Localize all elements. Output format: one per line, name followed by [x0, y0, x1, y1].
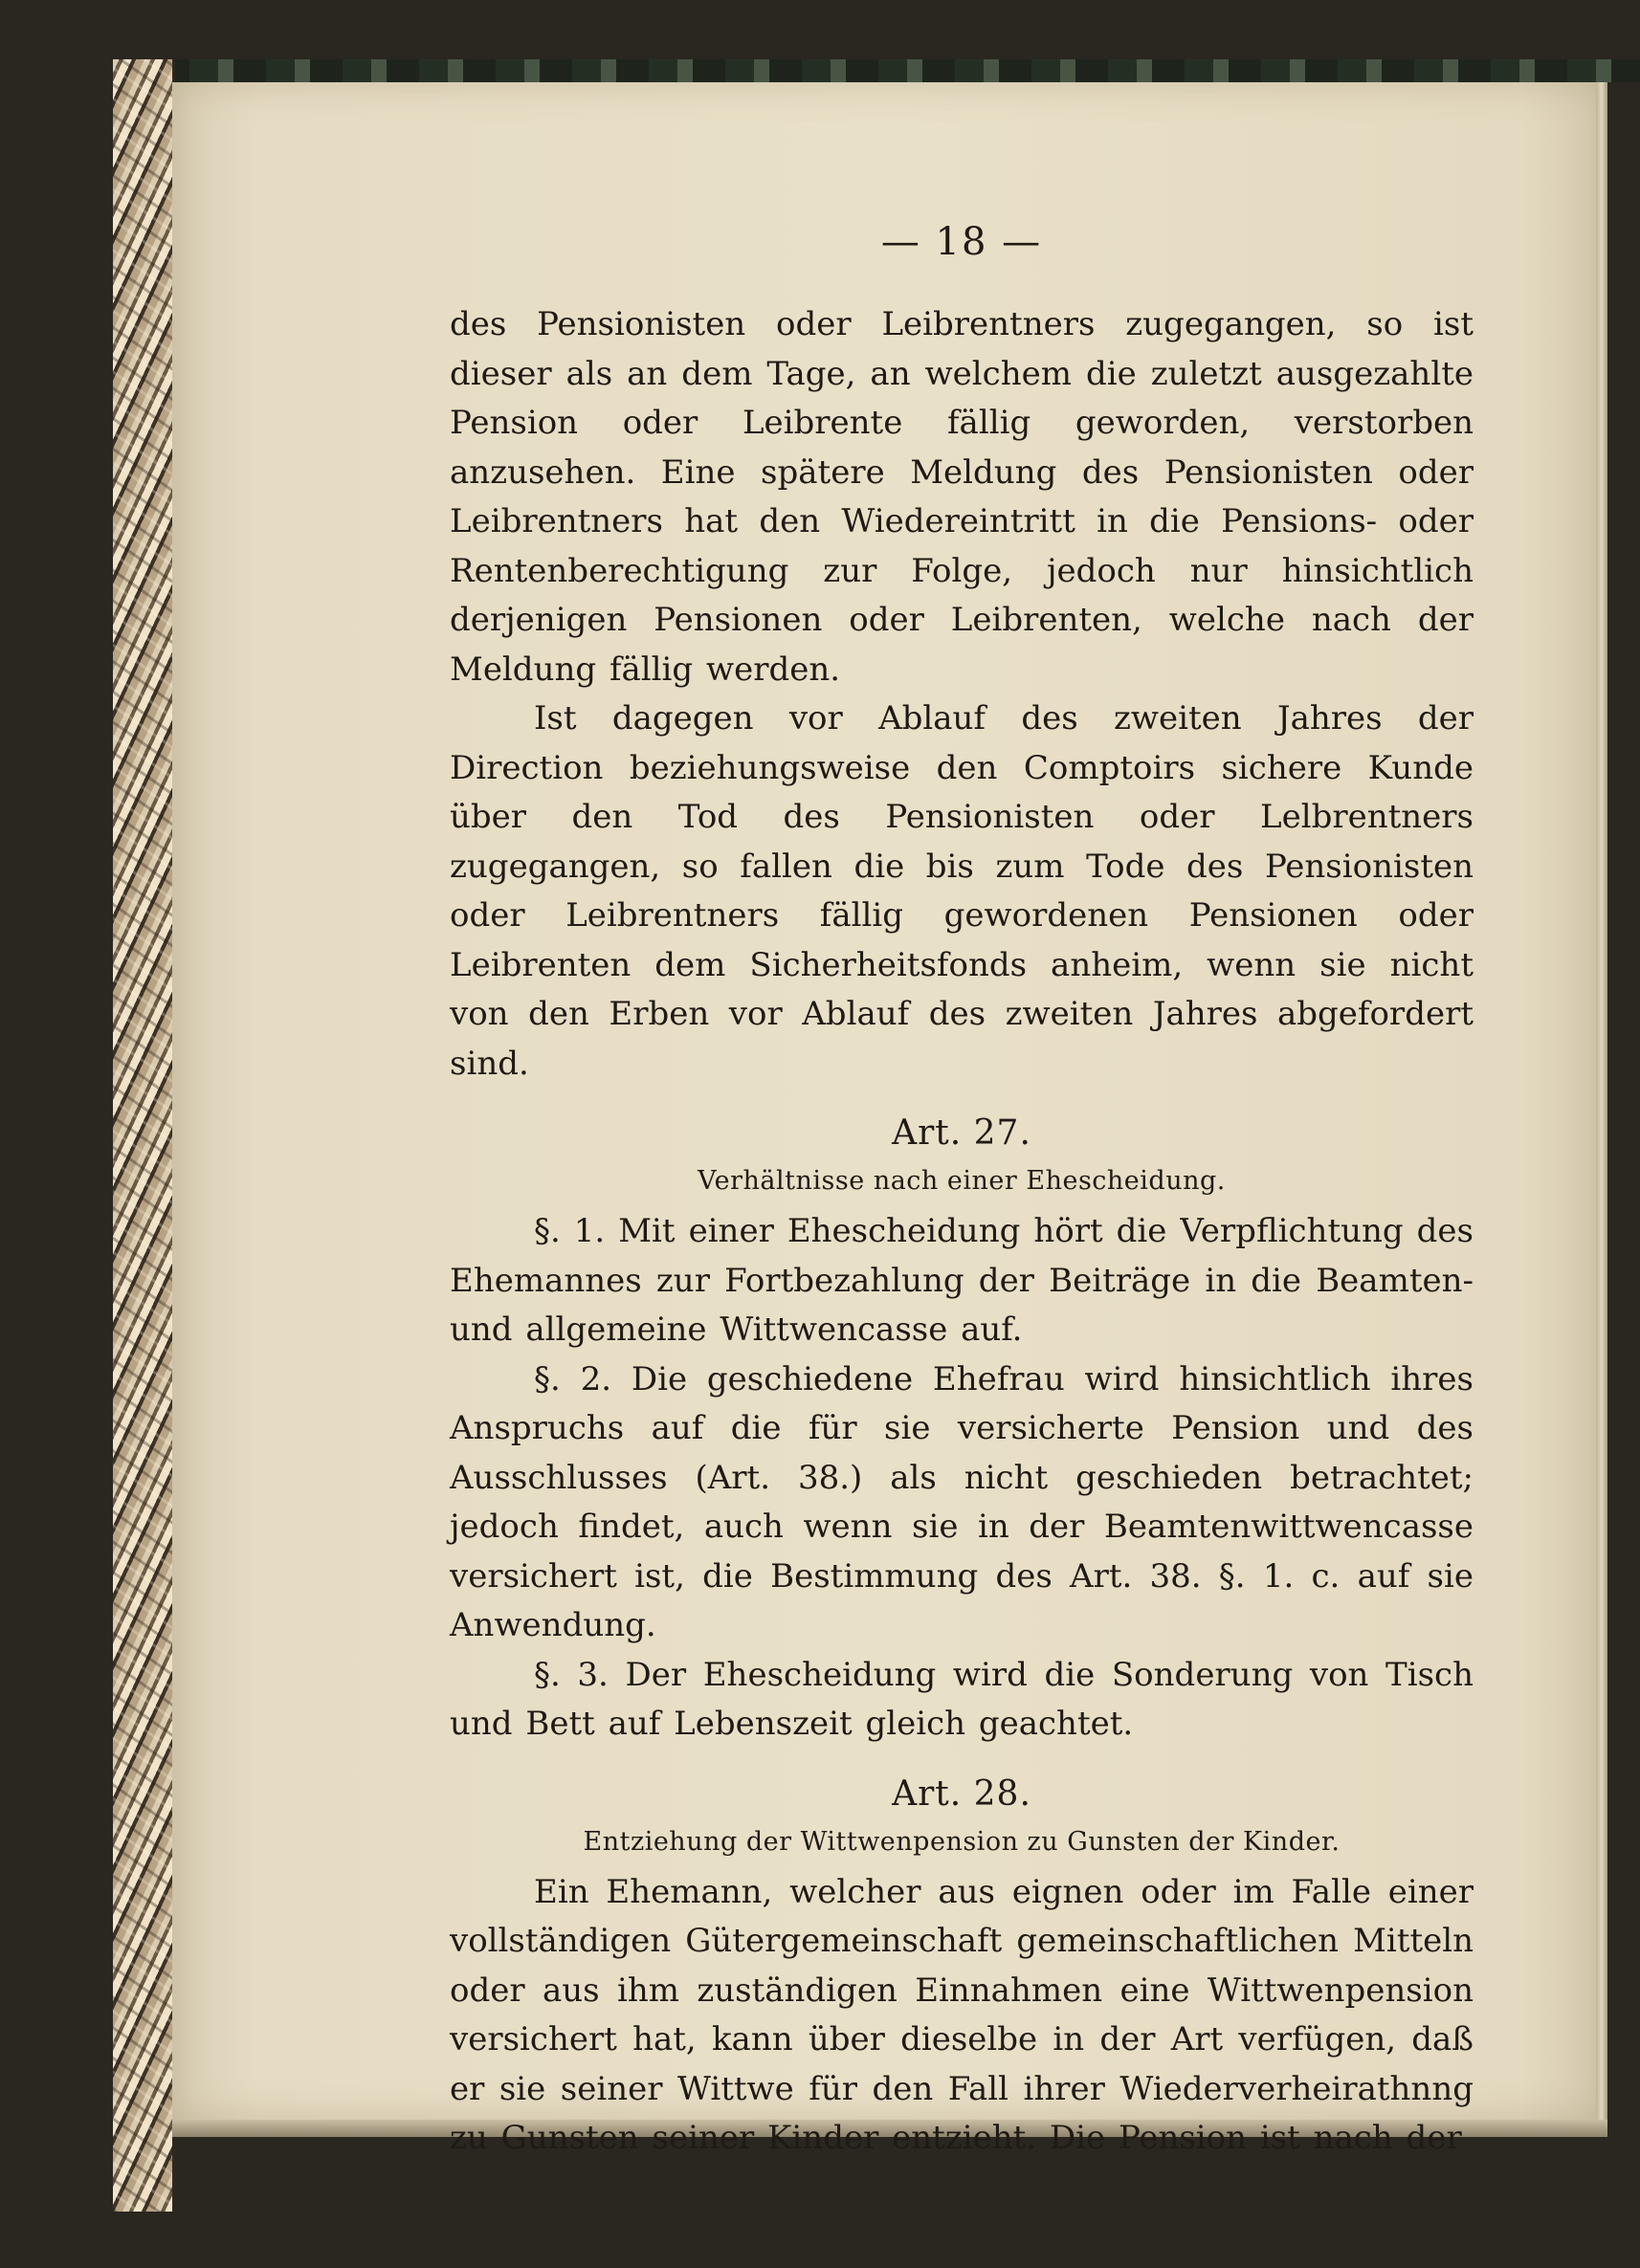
- article-27-subheading: Verhältnisse nach einer Ehescheidung.: [698, 1166, 1226, 1196]
- paragraph-intro-2: Ist dagegen vor Ablauf des zweiten Jahres der Direction beziehungsweise den Comptoirs sichere Kunde über den Tod des Pensionisten oder Lelbrentners zugegangen, so fallen die bis zum Tode des Pensionisten oder Leibrentners fällig gewordenen Pensionen oder Leibrenten dem Sicherheitsfonds anheim, wenn sie nicht von den Erben vor Ablauf des zweiten Jahres abgefordert sind.: [450, 699, 1474, 1083]
- article-27-heading: Art. 27.: [892, 1113, 1031, 1153]
- article-28-paragraph-1: Ein Ehemann, welcher aus eignen oder im Falle einer vollständigen Gütergemeinschaft gemeinschaftlichen Mitteln oder aus ihm zuständigen Einnahmen eine Wittwenpension versichert hat, kann über dieselbe in der Art verfügen, daß er sie seiner Wittwe für den Fall ihrer Wiederverheirathnng zu Gunsten seiner Kinder entzieht. Die Pension ist nach der: [450, 1872, 1474, 2157]
- article-27-section-1: §. 1. Mit einer Ehescheidung hört die Verpflichtung des Ehemannes zur Fortbezahlung der Beiträge in die Beamten- und allgemeine Wittwencasse auf.: [450, 1212, 1474, 1349]
- page-number: — 18 —: [880, 220, 1043, 264]
- marbled-book-edge: [113, 59, 175, 2212]
- book-top-edge: [113, 59, 1640, 82]
- article-27-section-2: §. 2. Die geschiedene Ehefrau wird hinsichtlich ihres Anspruchs auf die für sie versicherte Pension und des Ausschlusses (Art. 38.) als nicht geschieden betrachtet; jedoch findet, auch wenn sie in der Beamtenwittwencasse versichert ist, die Bestimmung des Art. 38. §. 1. c. auf sie Anwendung.: [450, 1359, 1474, 1644]
- text-block: [450, 220, 1474, 2164]
- article-28-heading: Art. 28.: [892, 1773, 1031, 1814]
- article-28-subheading: Entziehung der Wittwenpension zu Gunsten der Kinder.: [583, 1826, 1341, 1857]
- page-right-edge: [1596, 82, 1607, 2120]
- paragraph-intro-1: des Pensionisten oder Leibrentners zugegangen, so ist dieser als an dem Tage, an welchem die zuletzt ausgezahlte Pension oder Leibrente fällig geworden, verstorben anzusehen. Eine spätere Meldung des Pensionisten oder Leibrentners hat den Wiedereintritt in die Pensions- oder Rentenberechtigung zur Folge, jedoch nur hinsichtlich derjenigen Pensionen oder Leibrenten, welche nach der Meldung fällig werden.: [450, 305, 1474, 689]
- article-27-section-3: §. 3. Der Ehescheidung wird die Sonderung von Tisch und Bett auf Lebenszeit gleich geachtet.: [450, 1655, 1474, 1743]
